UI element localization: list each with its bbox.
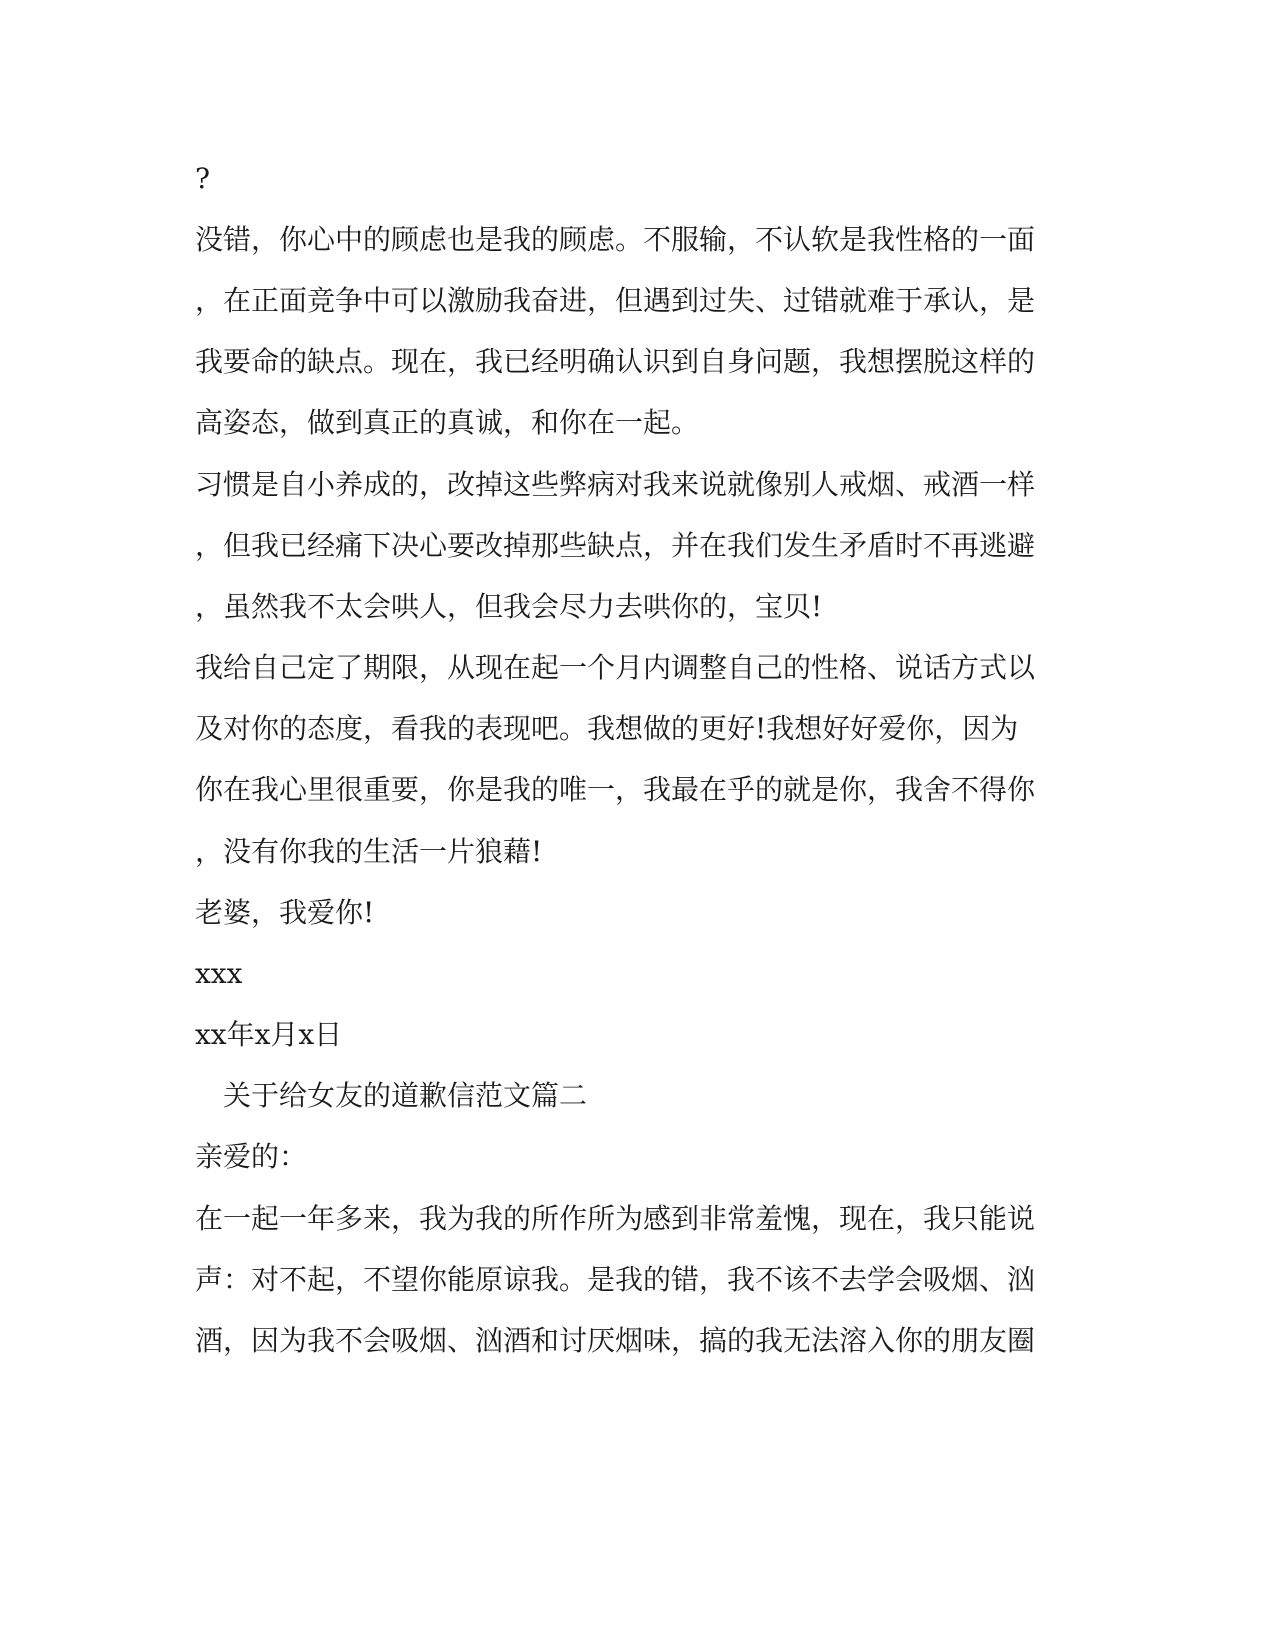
text-line: 及对你的态度，看我的表现吧。我想做的更好!我想好好爱你，因为 (195, 712, 1019, 745)
text-line: 习惯是自小养成的，改掉这些弊病对我来说就像别人戒烟、戒酒一样 (195, 468, 1036, 501)
text-line: 没错，你心中的顾虑也是我的顾虑。不服输，不认软是我性格的一面 (195, 223, 1036, 256)
closing-line: 老婆，我爱你! (195, 896, 375, 929)
text-line: ? (195, 162, 211, 195)
section-heading: 关于给女友的道歉信范文篇二 (195, 1079, 588, 1112)
text-line: 你在我心里很重要，你是我的唯一，我最在乎的就是你，我舍不得你 (195, 773, 1036, 806)
text-line: ，在正面竞争中可以激励我奋进，但遇到过失、过错就难于承认，是 (195, 284, 1036, 317)
text-line: 我要命的缺点。现在，我已经明确认识到自身问题，我想摆脱这样的 (195, 345, 1036, 378)
salutation: 亲爱的： (195, 1140, 308, 1173)
date-line: xx年x月x日 (195, 1018, 343, 1051)
text-line: 我给自己定了期限，从现在起一个月内调整自己的性格、说话方式以 (195, 651, 1036, 684)
text-line: ，虽然我不太会哄人，但我会尽力去哄你的，宝贝! (195, 590, 823, 623)
text-line: 酒，因为我不会吸烟、汹酒和讨厌烟味，搞的我无法溶入你的朋友圈 (195, 1324, 1036, 1357)
text-line: 声：对不起，不望你能原谅我。是我的错，我不该不去学会吸烟、汹 (195, 1263, 1036, 1296)
text-line: 在一起一年多来，我为我的所作所为感到非常羞愧，现在，我只能说 (195, 1202, 1036, 1235)
text-line: 高姿态，做到真正的真诚，和你在一起。 (195, 406, 700, 439)
text-line: ，没有你我的生活一片狼藉! (195, 835, 543, 868)
text-line: ，但我已经痛下决心要改掉那些缺点，并在我们发生矛盾时不再逃避 (195, 529, 1036, 562)
signature: xxx (195, 957, 243, 990)
